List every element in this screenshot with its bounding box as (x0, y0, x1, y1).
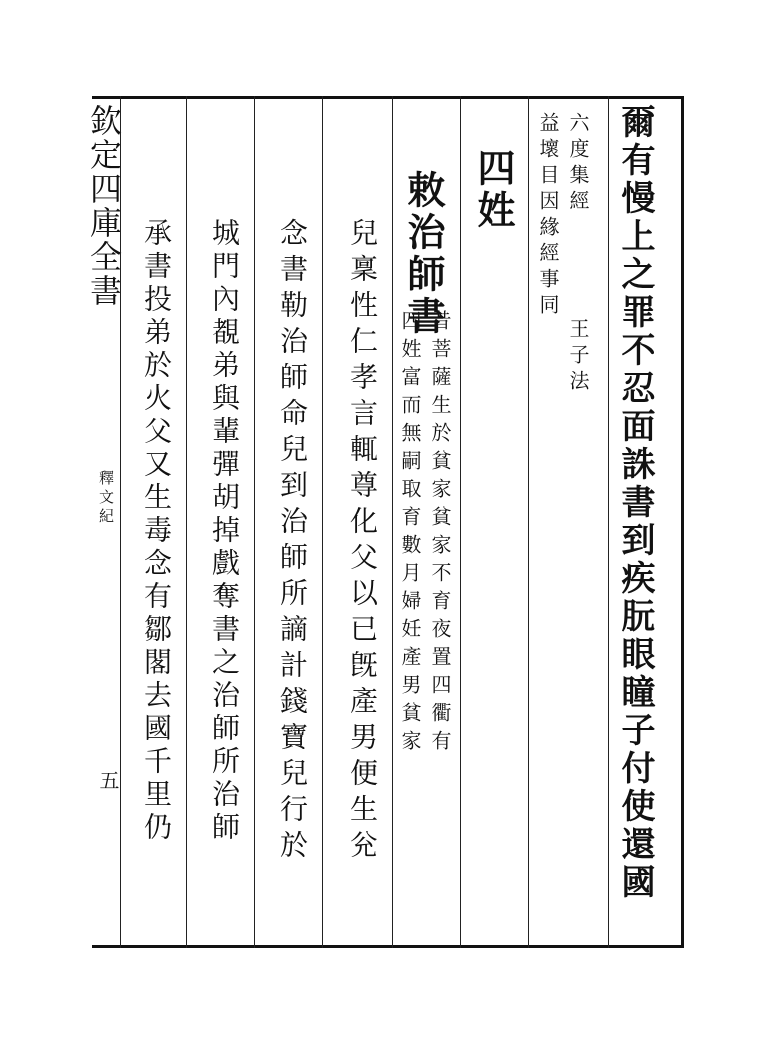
page-frame (92, 96, 684, 948)
column-rule (254, 96, 255, 948)
column-rule (186, 96, 187, 948)
text-column-7: 念書勒治師命兒到治師所謫計錢寶兒行於 (276, 218, 309, 866)
text-column-9: 承書投弟於火父又生毒念有鄒閣去國千里仍 (140, 218, 173, 845)
text-column-1: 爾有慢上之罪不忍面誅書到疾朊眼瞳子付使還國 (615, 104, 655, 902)
column-rule (460, 96, 461, 948)
text-column-2a: 六度集經 (566, 112, 590, 216)
column-rule (392, 96, 393, 948)
text-column-5a: 昔菩薩生於貧家貧家不育夜置四衢有 (428, 310, 452, 758)
heading: 四姓 (471, 148, 516, 232)
column-rule (322, 96, 323, 948)
column-rule (608, 96, 609, 948)
section-label: 釋文紀 (97, 470, 115, 527)
text-column-8: 城門內覩弟與輩彈胡掉戲奪書之治師所治師 (208, 218, 241, 845)
text-column-6: 兒稟性仁孝言輒尊化父以已旣產男便生兊 (346, 218, 379, 866)
column-rule (528, 96, 529, 948)
text-column-2b: 王子法 (566, 318, 590, 396)
text-column-5b: 四姓富而無嗣取育數月婦妊產男貧家 (398, 310, 422, 758)
title: 敕治師書 (401, 170, 446, 338)
book-title: 欽定四庫全書 (85, 104, 123, 308)
text-column-3a: 益壞目因緣經事同 (536, 112, 560, 320)
page-number: 五 (96, 770, 120, 796)
column-rule (120, 96, 121, 948)
